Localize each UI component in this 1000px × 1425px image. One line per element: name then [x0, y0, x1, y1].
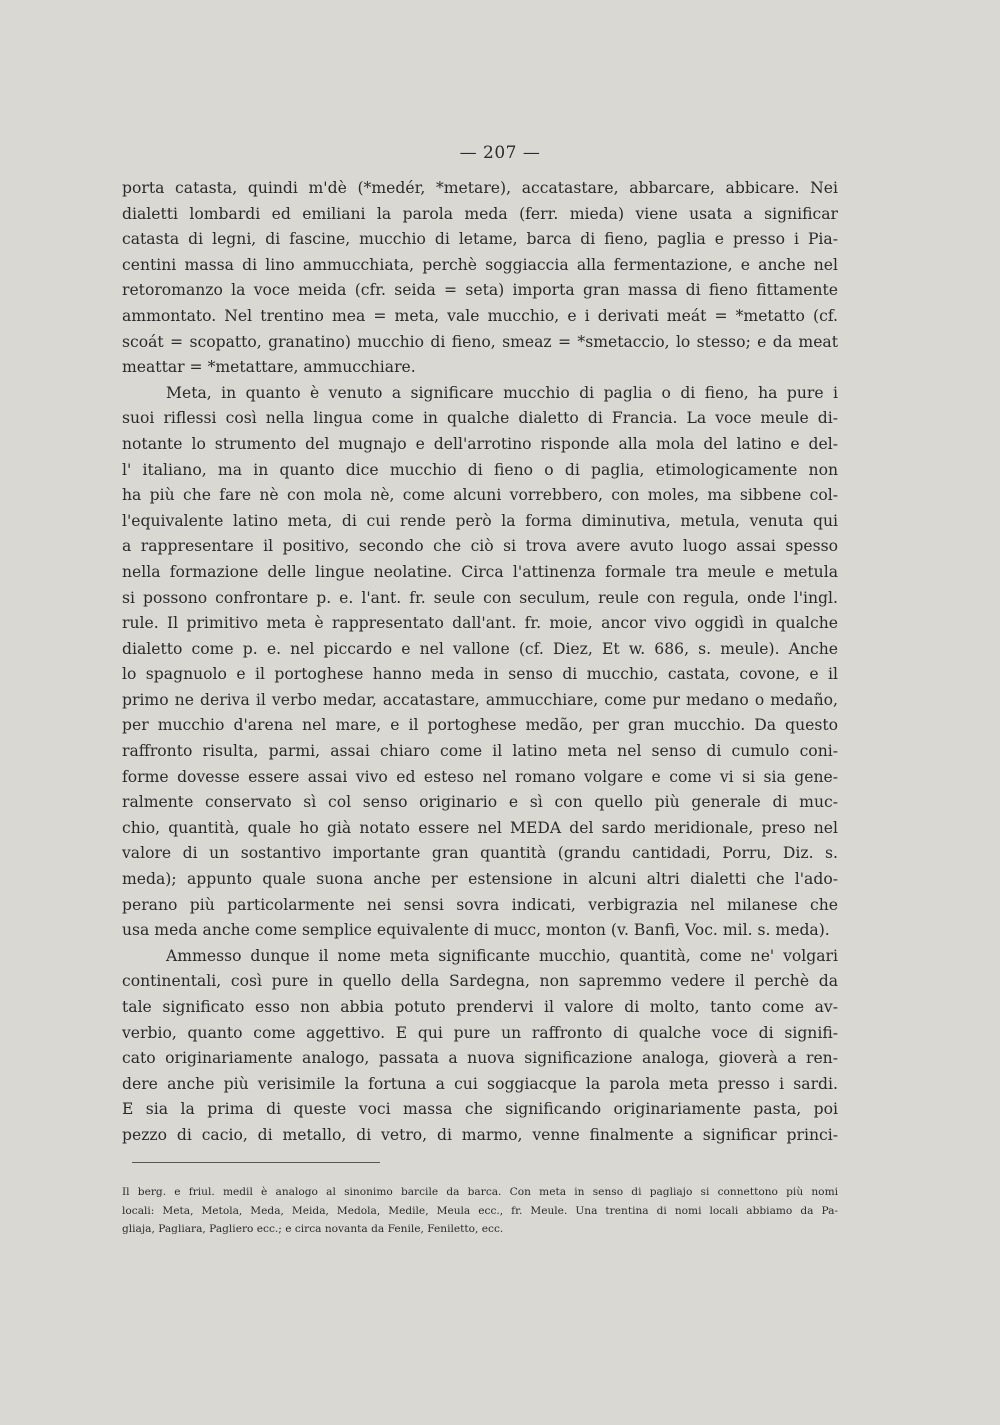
footnote-divider — [132, 1162, 380, 1163]
text-line: centini massa di lino ammucchiata, perchè soggiaccia alla fermentazione, e anche nel — [122, 255, 838, 274]
paragraph-2 — [122, 381, 838, 944]
text-line: forme dovesse essere assai vivo ed esteso nel romano volgare e come vi si sia gene- — [122, 767, 838, 786]
text-line: ha più che fare nè con mola nè, come alcuni vorrebbero, con moles, ma sibbene col- — [122, 486, 838, 505]
text-line: meattar = *metattare, ammucchiare. — [122, 358, 416, 377]
text-line: porta catasta, quindi m'dè (*medér, *metare), accatastare, abbarcare, abbicare. Nei — [122, 179, 838, 197]
text-line: Meta, in quanto è venuto a significare mucchio di paglia o di fieno, ha pure i — [166, 383, 838, 402]
footnote — [122, 1183, 838, 1239]
text-line: l' italiano, ma in quanto dice mucchio di fieno o di paglia, etimologicamente non — [122, 460, 838, 479]
text-line: continentali, così pure in quello della Sardegna, non sapremmo vedere il perchè da — [122, 972, 838, 991]
text-line: verbio, quanto come aggettivo. E qui pure un raffronto di qualche voce di signifi- — [122, 1023, 838, 1042]
paragraph-3 — [122, 944, 838, 1149]
text-line: valore di un sostantivo importante gran quantità (grandu cantidadi, Porru, Diz. s. — [122, 844, 838, 863]
text-line: si possono confrontare p. e. l'ant. fr. seule con seculum, reule con regula, onde l'ingl. — [122, 588, 838, 607]
text-line: scoát = scopatto, granatino) mucchio di fieno, smeaz = *smetaccio, lo stesso; e da meat — [122, 332, 838, 351]
text-line: tale significato esso non abbia potuto prendervi il valore di molto, tanto come av- — [122, 998, 838, 1016]
footnote-line: locali: Meta, Metola, Meda, Meida, Medola, Medile, Meula ecc., fr. Meule. Una trentina di nomi locali abbiamo da Pa- — [122, 1204, 838, 1217]
body-text — [122, 176, 838, 1149]
text-line: pezzo di cacio, di metallo, di vetro, di marmo, venne finalmente a significar princi- — [122, 1125, 838, 1144]
text-line: per mucchio d'arena nel mare, e il portoghese medão, per gran mucchio. Da questo — [122, 716, 838, 735]
text-line: cato originariamente analogo, passata a nuova significazione analoga, gioverà a ren- — [122, 1049, 838, 1068]
text-line: a rappresentare il positivo, secondo che ciò si trova avere avuto luogo assai spesso — [122, 537, 838, 556]
text-line: retoromanzo la voce meida (cfr. seida = seta) importa gran massa di fieno fittamente — [122, 281, 838, 300]
text-line: meda); appunto quale suona anche per estensione in alcuni altri dialetti che l'ado- — [122, 870, 838, 889]
text-line: dialetti lombardi ed emiliani la parola meda (ferr. mieda) viene usata a significar — [122, 204, 838, 223]
text-line: suoi riflessi così nella lingua come in qualche dialetto di Francia. La voce meule di- — [122, 409, 838, 428]
text-line: l'equivalente latino meta, di cui rende però la forma diminutiva, metula, venuta qui — [122, 511, 838, 530]
text-line: rule. Il primitivo meta è rappresentato dall'ant. fr. moie, ancor vivo oggidì in qualche — [122, 614, 838, 633]
paragraph-1 — [122, 176, 838, 381]
text-line: notante lo strumento del mugnajo e dell'arrotino risponde alla mola del latino e del- — [122, 434, 838, 453]
footnote-line: Il berg. e friul. medil è analogo al sinonimo barcile da barca. Con meta in senso di pagliajo si connettono più nomi — [122, 1186, 838, 1198]
text-line: nella formazione delle lingue neolatine. Circa l'attinenza formale tra meule e metula — [122, 562, 838, 581]
text-line: catasta di legni, di fascine, mucchio di letame, barca di fieno, paglia e presso i Pia- — [122, 230, 838, 249]
text-line: lo spagnuolo e il portoghese hanno meda in senso di mucchio, castata, covone, e il — [122, 665, 838, 684]
text-line: E sia la prima di queste voci massa che significando originariamente pasta, poi — [122, 1100, 838, 1119]
text-line: primo ne deriva il verbo medar, accatastare, ammucchiare, come pur medano o medaño, — [122, 690, 838, 709]
text-line: dialetto come p. e. nel piccardo e nel vallone (cf. Diez, Et w. 686, s. meule). Anche — [122, 639, 838, 658]
text-line: perano più particolarmente nei sensi sovra indicati, verbigrazia nel milanese che — [122, 895, 838, 914]
text-line: dere anche più verisimile la fortuna a cui soggiacque la parola meta presso i sardi. — [122, 1074, 838, 1093]
text-line: chio, quantità, quale ho già notato essere nel MEDA del sardo meridionale, preso nel — [122, 818, 838, 837]
text-line: raffronto risulta, parmi, assai chiaro come il latino meta nel senso di cumulo coni- — [122, 742, 838, 761]
text-line: usa meda anche come semplice equivalente di mucc, monton (v. Banfi, Voc. mil. s. meda). — [122, 921, 830, 940]
footnote-line: gliaja, Pagliara, Pagliero ecc.; e circa novanta da Fenile, Feniletto, ecc. — [122, 1223, 504, 1235]
text-line: ralmente conservato sì col senso originario e sì con quello più generale di muc- — [122, 793, 838, 812]
text-line: Ammesso dunque il nome meta significante mucchio, quantità, come ne' volgari — [166, 946, 838, 965]
text-line: ammontato. Nel trentino mea = meta, vale mucchio, e i derivati meát = *metatto (cf. — [122, 306, 838, 325]
page-number: — 207 — — [459, 143, 541, 163]
